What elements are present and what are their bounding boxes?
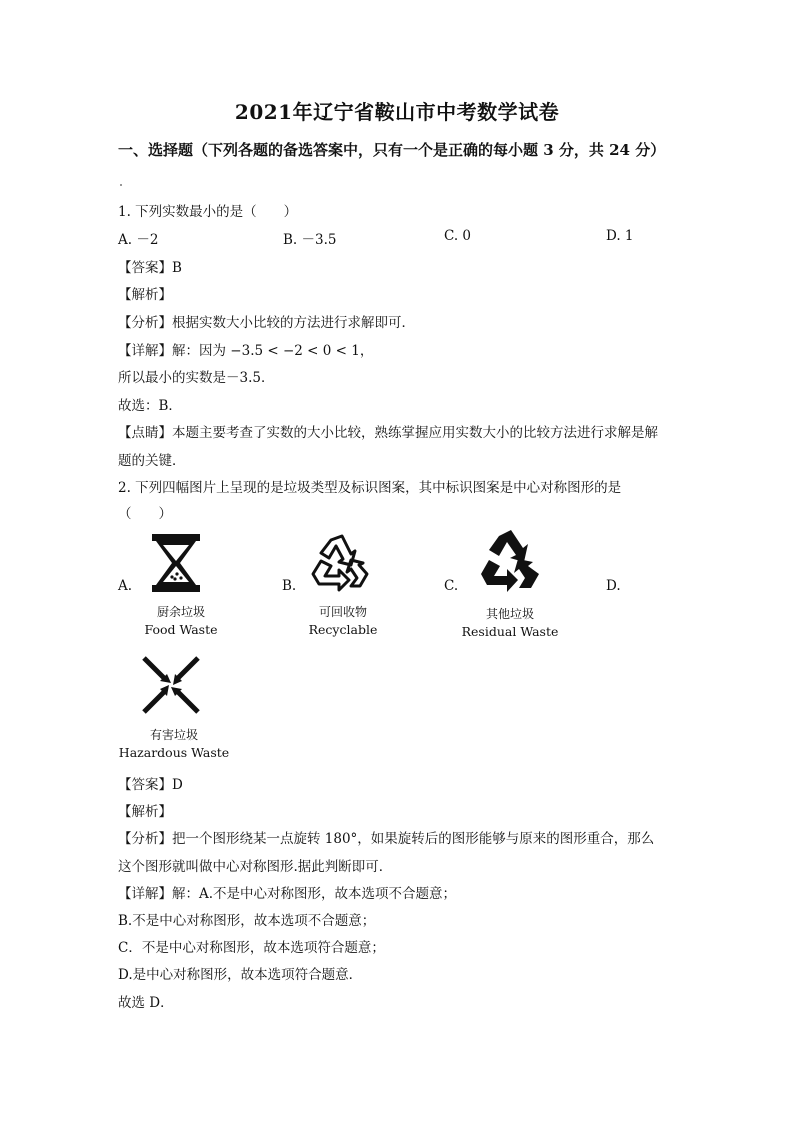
q1-option-a: A. －2 <box>118 232 159 248</box>
q2-caption-d <box>118 726 230 762</box>
q2-choose: 故选 D． <box>118 995 174 1011</box>
residual-waste-icon <box>477 530 543 598</box>
caption-d-en: Hazardous Waste <box>118 745 230 760</box>
q2-stem: 2. 下列四幅图片上呈现的是垃圾类型及标识图案，其中标识图案是中心对称图形的是 <box>118 480 622 496</box>
q2-fenxi-1: 【分析】把一个图形绕某一点旋转 180°，如果旋转后的图形能够与原来的图形重合，那么 <box>118 831 655 847</box>
q2-analysis-label: 【解析】 <box>118 804 172 820</box>
q2-option-d-letter: D. <box>606 578 621 594</box>
scan-dot <box>120 184 122 186</box>
q2-line-c: C．不是中心对称图形，故本选项符合题意； <box>118 940 385 956</box>
hazardous-waste-icon <box>140 654 202 716</box>
q2-caption-c <box>458 605 562 641</box>
page-title: 2021年辽宁省鞍山市中考数学试卷 <box>234 100 560 124</box>
caption-c-en: Residual Waste <box>461 624 559 639</box>
caption-b-en: Recyclable <box>308 622 378 637</box>
q1-dianjing-1: 【点睛】本题主要考查了实数的大小比较，熟练掌握应用实数大小的比较方法进行求解是解 <box>118 425 658 441</box>
q2-option-a-letter: A. <box>118 578 133 594</box>
q1-option-c: C. 0 <box>444 228 472 244</box>
q1-answer: 【答案】B <box>118 260 182 276</box>
q2-option-b-letter: B. <box>282 578 297 594</box>
q1-dianjing-2: 题的关键． <box>118 453 186 469</box>
q2-line-d: D.是中心对称图形，故本选项符合题意． <box>118 967 363 983</box>
caption-a-en: Food Waste <box>144 622 218 637</box>
q2-fenxi-2: 这个图形就叫做中心对称图形.据此判断即可． <box>118 859 393 875</box>
q2-xiangjie: 【详解】解：A.不是中心对称图形，故本选项不合题意； <box>118 886 457 902</box>
caption-c-cn: 其他垃圾 <box>485 607 534 621</box>
caption-a-cn: 厨余垃圾 <box>156 605 205 619</box>
q2-caption-b <box>298 603 388 639</box>
q2-paren: （ ） <box>118 506 172 522</box>
recyclable-icon <box>307 532 373 596</box>
q1-analysis-label: 【解析】 <box>118 287 172 303</box>
q1-conclusion: 所以最小的实数是－3.5． <box>118 370 275 386</box>
caption-b-cn: 可回收物 <box>318 605 367 619</box>
q1-fenxi: 【分析】根据实数大小比较的方法进行求解即可． <box>118 315 415 331</box>
q2-line-b: B.不是中心对称图形，故本选项不合题意； <box>118 913 376 929</box>
section-heading: 一、选择题（下列各题的备选答案中，只有一个是正确的每小题 3 分，共 24 分） <box>118 141 666 159</box>
q2-option-c-letter: C. <box>444 578 459 594</box>
q1-option-b: B. －3.5 <box>283 232 337 248</box>
q2-answer: 【答案】D <box>118 777 183 793</box>
q2-caption-a <box>136 603 226 639</box>
caption-d-cn: 有害垃圾 <box>149 728 198 742</box>
q1-stem: 1. 下列实数最小的是（ ） <box>118 204 298 220</box>
food-waste-icon <box>150 532 202 594</box>
q1-xiangjie: 【详解】解：因为 −3.5 < −2 < 0 < 1， <box>118 343 374 359</box>
q1-option-d: D. 1 <box>606 228 634 244</box>
q1-choose: 故选：B． <box>118 398 182 414</box>
